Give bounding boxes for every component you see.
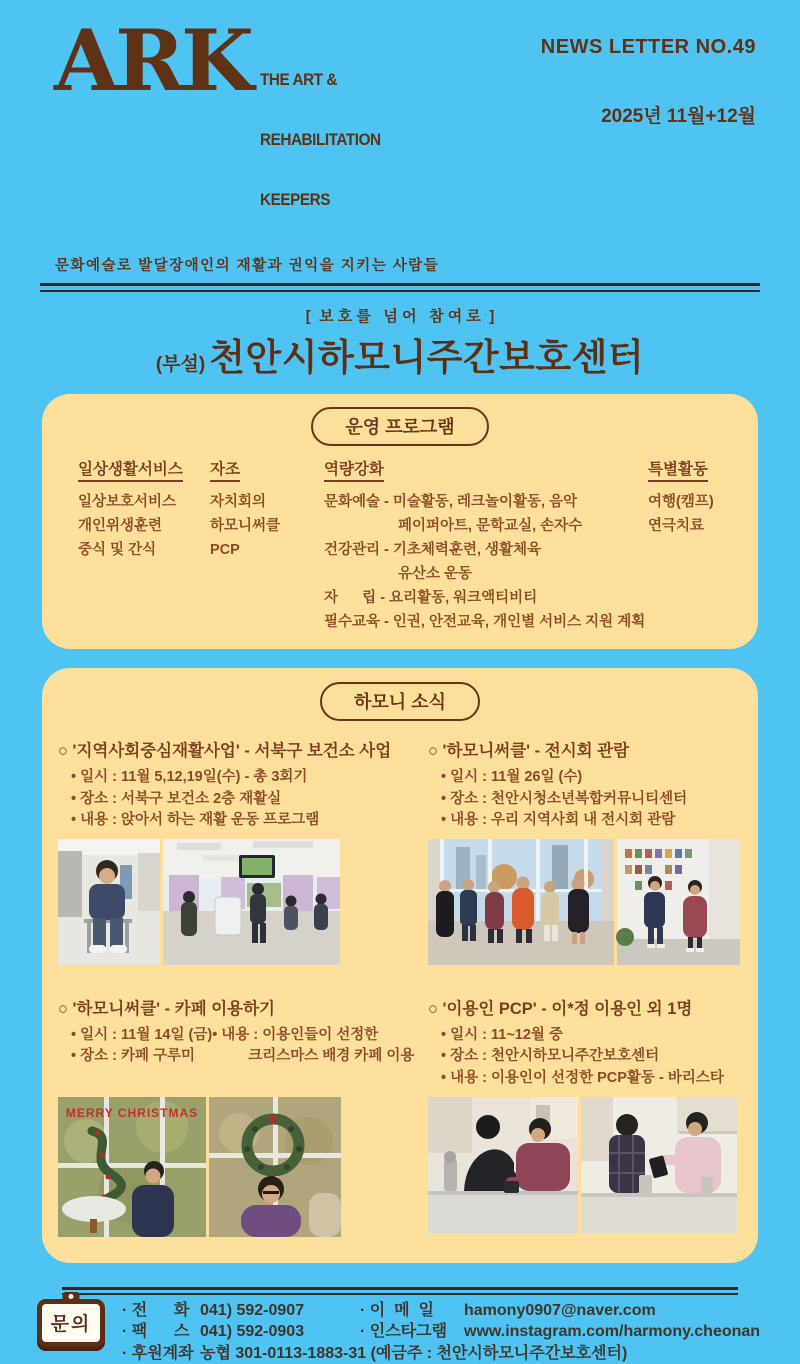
issue-date: 2025년 11월+12월 <box>541 101 756 128</box>
news-grid <box>56 737 744 1237</box>
news-heading: 하모니 소식 <box>320 682 480 721</box>
clipboard-clip-icon <box>63 1292 80 1302</box>
ark-logo: ARK <box>54 18 250 104</box>
photo-wreath <box>209 1097 341 1237</box>
program-column-daily: 일상생활서비스 일상보호서비스 개인위생훈련 중식 및 간식 <box>78 457 210 634</box>
org-prefix: (부설) <box>156 354 205 375</box>
programs-grid <box>62 457 738 634</box>
email-value: hamony0907@naver.com <box>464 1300 656 1322</box>
email-label: · 이 메 일 <box>360 1300 464 1322</box>
news-section-exhibition: ○ '하모니써클' - 전시회 관람 • 일시 : 11월 26일 (수) • 장소 : 천안시청소년복합커뮤니티센터 • 내용 : 우리 지역사회 내 전시회 관람 <box>428 737 742 965</box>
contact-row <box>122 1343 800 1364</box>
header-divider <box>40 283 760 292</box>
logo-row <box>54 18 439 250</box>
programs-panel <box>42 394 758 649</box>
program-column-self: 자조 자치회의 하모니써클 PCP <box>210 457 324 634</box>
contact-row <box>122 1300 800 1322</box>
photo-rehab-room <box>163 839 340 965</box>
header <box>0 0 800 275</box>
news-section-cafe: ○ '하모니써클' - 카페 이용하기 • 일시 : 11월 14일 (금) • 장소 : 카페 구루미 • 내용 : 이용인들이 선정한 크리스마스 배경 카페 이용 MERRY CHRISTMAS <box>58 995 412 1237</box>
contact-divider <box>62 1287 738 1295</box>
logo-sub-line: KEEPERS <box>260 190 381 210</box>
instagram-value: www.instagram.com/harmony.cheonan <box>464 1321 760 1343</box>
slogan: [ 보 호 를 넘 어 참 여 로 ] <box>0 305 800 326</box>
org-tagline: 문화예술로 발달장애인의 재활과 권익을 지키는 사람들 <box>55 254 439 275</box>
photo-barista-grinding <box>428 1097 578 1233</box>
news-section-pcp: ○ '이용인 PCP' - 이*정 이용인 외 1명 • 일시 : 11~12월 중 • 장소 : 천안시하모니주간보호센터 • 내용 : 이용인이 선정한 PCP활동 - 바리스타 <box>428 995 742 1237</box>
fax-value: 041) 592-0903 <box>200 1321 360 1343</box>
logo-subtitle <box>260 30 381 250</box>
logo-sub-line: THE ART & <box>260 70 381 90</box>
instagram-label: · 인스타그램 <box>360 1321 464 1343</box>
photo-seated-exercise <box>58 839 160 965</box>
christmas-banner-text: MERRY CHRISTMAS <box>66 1106 198 1120</box>
donation-value: 농협 301-0113-1883-31 (예금주 : 천안시하모니주간보호센터) <box>200 1343 627 1364</box>
center-title <box>0 327 800 381</box>
contact-row <box>122 1321 800 1343</box>
org-name: 천안시하모니주간보호센터 <box>209 337 644 378</box>
photo-barista-pouring <box>581 1097 737 1233</box>
photo-cafe-christmas <box>58 1097 206 1237</box>
logo-block <box>54 18 439 275</box>
inquiry-clipboard-icon <box>37 1299 105 1347</box>
fax-label: · 팩 스 <box>122 1321 200 1343</box>
contact-body <box>0 1295 800 1364</box>
news-panel <box>42 668 758 1263</box>
phone-value: 041) 592-0907 <box>200 1300 360 1322</box>
news-section-rehab: ○ '지역사회중심재활사업' - 서북구 보건소 사업 • 일시 : 11월 5,12,19일(수) - 총 3회기 • 장소 : 서북구 보건소 2층 재활실 • 내용 : 앉아서 하는 재활 운동 프로그램 <box>58 737 412 965</box>
contact-section <box>0 1287 800 1364</box>
programs-heading: 운영 프로그램 <box>311 407 488 446</box>
inquiry-label: 문의 <box>51 1309 92 1336</box>
photo-exhibition-hall <box>617 839 740 965</box>
photo-group-lobby <box>428 839 614 965</box>
program-column-special: 특별활동 여행(캠프) 연극치료 <box>648 457 732 634</box>
logo-sub-line: REHABILITATION <box>260 130 381 150</box>
donation-label: · 후원계좌 <box>122 1343 200 1364</box>
program-column-capacity: 역량강화 문화예술 - 미술활동, 레크놀이활동, 음악 페이퍼아트, 문학교실, 손자수 건강관리 - 기초체력훈련, 생활체육 유산소 운동 자 립 - 요리활동, 워크액티비티 필수교육 - 인권, 안전교육, 개인별 서비스 지원 계획 <box>324 457 648 634</box>
phone-label: · 전 화 <box>122 1300 200 1322</box>
newsletter-number: NEWS LETTER NO.49 <box>541 36 756 59</box>
header-right <box>541 18 756 275</box>
